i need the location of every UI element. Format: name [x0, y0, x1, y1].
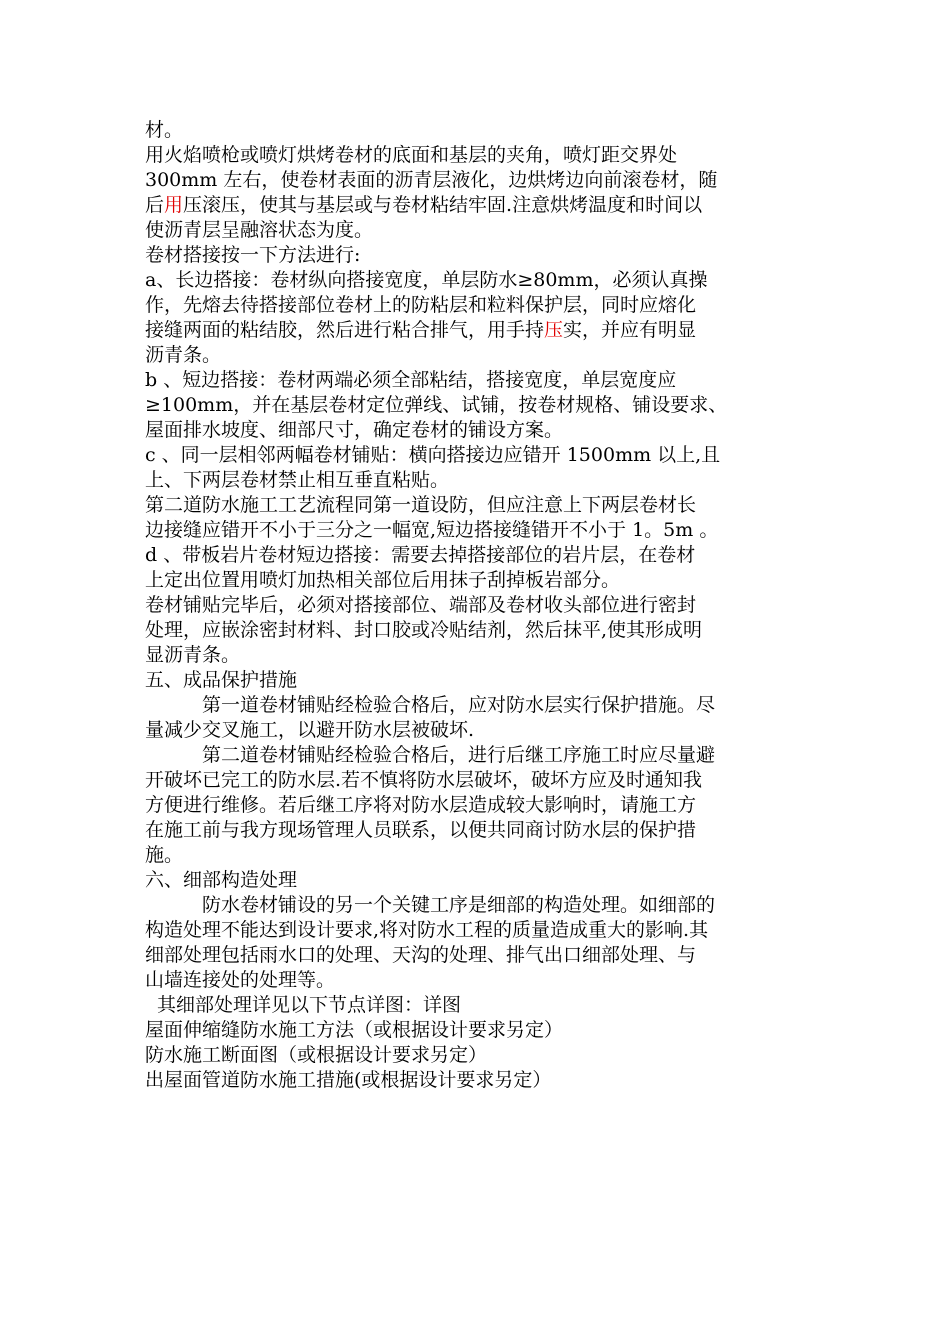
text-line: 边接缝应错开不小于三分之一幅宽,短边搭接缝错开不小于 1。5m 。 [145, 519, 719, 541]
section-heading: 六、细部构造处理 [145, 869, 298, 891]
text-line: 第二道卷材铺贴经检验合格后，进行后继工序施工时应尽量避 [202, 744, 716, 766]
text-line: 开破坏已完工的防水层.若不慎将防水层破坏，破坏方应及时通知我 [145, 769, 703, 791]
text-line: ≥100mm，并在基层卷材定位弹线、试铺，按卷材规格、铺设要求、 [145, 394, 728, 416]
text-line: 屋面排水坡度、细部尺寸，确定卷材的铺设方案。 [145, 419, 564, 441]
text-line: 方便进行维修。若后继工序将对防水层造成较大影响时，请施工方 [145, 794, 697, 816]
text-line: 显沥青条。 [145, 644, 241, 666]
text-line: 处理，应嵌涂密封材料、封口胶或冷贴结剂，然后抹平,使其形成明 [145, 619, 703, 641]
text-line [145, 318, 810, 343]
text-span: 压滚压，使其与基层或与卷材粘结牢固.注意烘烤温度和时间以 [183, 194, 703, 216]
text-line [145, 193, 810, 218]
text-line: 材。 [145, 119, 184, 141]
text-line: 其细部处理详见以下节点详图：详图 [157, 994, 462, 1016]
text-line: 300mm 左右，使卷材表面的沥青层液化，边烘烤边向前滚卷材，随 [145, 169, 718, 191]
section-heading: 五、成品保护措施 [145, 669, 298, 691]
highlighted-char: 用 [164, 194, 184, 216]
text-line: 用火焰喷枪或喷灯烘烤卷材的底面和基层的夹角，喷灯距交界处 [145, 144, 678, 166]
text-span: 接缝两面的粘结胶，然后进行粘合排气，用手持 [145, 319, 545, 341]
text-line: 防水施工断面图（或根据设计要求另定） [145, 1044, 488, 1066]
text-line: 上、下两层卷材禁止相互垂直粘贴。 [145, 469, 450, 491]
text-line: 使沥青层呈融溶状态为度。 [145, 219, 374, 241]
text-line: 屋面伸缩缝防水施工方法（或根据设计要求另定） [145, 1019, 564, 1041]
text-line: 卷材铺贴完毕后，必须对搭接部位、端部及卷材收头部位进行密封 [145, 594, 697, 616]
text-line: 量减少交叉施工，以避开防水层被破坏. [145, 719, 475, 741]
text-span: 后 [145, 194, 165, 216]
text-line: c 、同一层相邻两幅卷材铺贴：横向搭接边应错开 1500mm 以上,且 [145, 444, 721, 466]
text-line: 第二道防水施工工艺流程同第一道设防，但应注意上下两层卷材长 [145, 494, 697, 516]
text-line: 施。 [145, 844, 184, 866]
text-span: 实，并应有明显 [563, 319, 697, 341]
text-line: a、长边搭接：卷材纵向搭接宽度，单层防水≥80mm，必须认真操 [145, 269, 708, 291]
text-line: 出屋面管道防水施工措施(或根据设计要求另定） [145, 1069, 552, 1091]
text-line: 细部处理包括雨水口的处理、天沟的处理、排气出口细部处理、与 [145, 944, 697, 966]
text-line: 山墙连接处的处理等。 [145, 969, 336, 991]
text-line: 卷材搭接按一下方法进行: [145, 244, 361, 266]
text-line: 第一道卷材铺贴经检验合格后，应对防水层实行保护措施。尽 [202, 694, 716, 716]
text-line: 作，先熔去待搭接部位卷材上的防粘层和粒料保护层，同时应熔化 [145, 294, 697, 316]
highlighted-char: 压 [544, 319, 564, 341]
text-line: 上定出位置用喷灯加热相关部位后用抹子刮掉板岩部分。 [145, 569, 621, 591]
text-line: 在施工前与我方现场管理人员联系，以便共同商讨防水层的保护措 [145, 819, 697, 841]
text-line: 构造处理不能达到设计要求,将对防水工程的质量造成重大的影响.其 [145, 919, 709, 941]
text-line: b 、短边搭接：卷材两端必须全部粘结，搭接宽度，单层宽度应 [145, 369, 677, 391]
text-line: 防水卷材铺设的另一个关键工序是细部的构造处理。如细部的 [202, 894, 716, 916]
text-line: 沥青条。 [145, 344, 222, 366]
text-line: d 、带板岩片卷材短边搭接：需要去掉搭接部位的岩片层，在卷材 [145, 544, 696, 566]
